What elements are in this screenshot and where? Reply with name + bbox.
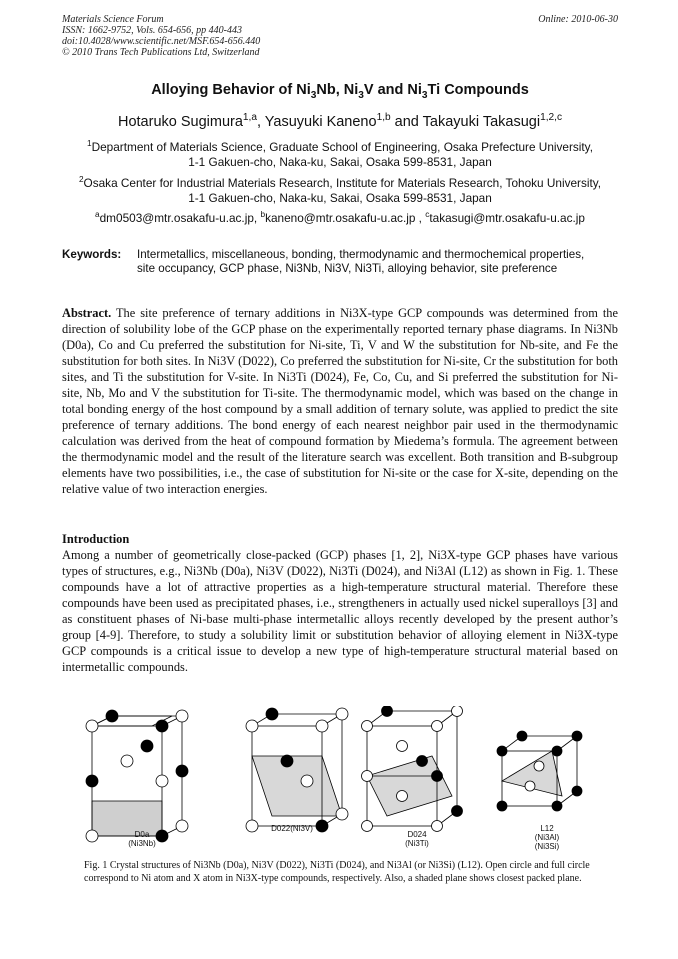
d022-structure <box>252 714 342 826</box>
email-link[interactable]: takasugi@mtr.osakafu-u.ac.jp <box>429 211 585 225</box>
author-emails: $^a$dm0503@mtr.osakafu-u.ac.jp, $^b$kaneno@mtr.osakafu-u.ac.jp , $^c$takasugi@mtr.osakafu-u.ac.jp <box>95 210 585 225</box>
d0a-structure <box>92 716 182 836</box>
doi-line: doi:10.4028/www.scientific.net/MSF.654-656.440 <box>62 36 261 47</box>
author-name: Hotaruko Sugimura <box>117 114 243 130</box>
abstract-text: The site preference of ternary additions in Ni3X-type GCP compounds was determined from the direction of solubility lobe of the GCP phase on the experimentally reported ternary phase diagrams. In Ni3Nb (D0a), Co and Cu preferred the substitution for Ni-site, Ti, V and W the substitution for Nb-site, and Fe the substitution for both sites. In Ni3V (D022), Co preferred the substitution for Ni-site, Cr the substitution for both sites, and Ti the substitution for V-site. In Ni3Ti (D024), Fe, Co, Cu, and Si preferred the substitution for Ni-site, Nb, Mo and V the substitution for Ti-site. The thermodynamic model, which was based on the change in total bonding energy of the host compound by a small addition of ternary solute, was applied to predict the site preference of ternary additions. The bond energy of each nearest neighbor pair used in the thermodynamic calculation was derived from the heat of compound formation by Miedema’s formula. The agreement between the thermodynamic model and the result of the literature search was excellent. Both transition and B-subgroup elements have two possibilities, i.e., the case of substitution for Ni-site or the case for X-site, depending on the relative value of two interaction energies. <box>62 306 618 496</box>
email-link[interactable]: dm0503@mtr.osakafu-u.ac.jp, <box>99 211 258 225</box>
copyright-line: © 2010 Trans Tech Publications Ltd, Switzerland <box>62 47 260 58</box>
online-date: Online: 2010-06-30 <box>538 14 618 25</box>
affiliation-2: $^2$Osaka Center for Industrial Materials Research, Institute for Materials Research, Tohoku University, 1-1 Gakuen-cho, Naka-ku, Sakai, Osaka 599-8531, Japan <box>78 175 602 205</box>
keywords-label: Keywords: <box>62 248 122 261</box>
structure-label-d024: D024 (Ni3Ti) <box>405 830 429 848</box>
section-heading: Introduction <box>62 532 130 546</box>
d024-structure <box>367 711 457 826</box>
keywords-text: Intermetallics, miscellaneous, bonding, thermodynamic and thermochemical properties, site occupancy, GCP phase, Ni3Nb, Ni3V, Ni3Ti, alloying behavior, site preference <box>137 248 585 275</box>
author-list: Hotaruko Sugimura$^{1,a}$, Yasuyuki Kaneno$^{1,b}$ and Takayuki Takasugi$^{1,2,c}$ <box>117 112 563 130</box>
author-name: Yasuyuki Kaneno <box>264 114 377 130</box>
journal-name: Materials Science Forum <box>62 14 164 25</box>
figure-1 <box>62 706 618 856</box>
email-link[interactable]: kaneno@mtr.osakafu-u.ac.jp , <box>265 211 422 225</box>
abstract <box>62 305 618 497</box>
structure-label-d0a: D0a (Ni3Nb) <box>128 830 156 848</box>
introduction-text: Among a number of geometrically close-packed (GCP) phases [1, 2], Ni3X-type GCP phases have various types of structures, e.g., Ni3Nb (D0a), Ni3V (D022), Ni3Ti (D024), and Ni3Al (L12) as shown in Fig. 1. These compounds have a lot of attractive properties as a high-temperature structural material. Therefore these compounds have been used as precipitated phases, i.e., strengtheners in actually used nickel superalloys [3] and as constituent phases of Ni-base multi-phase intermetallic alloys recently developed by the present author’s group [4-9]. Therefore, to study a solubility limit or substitution behavior of alloying element in Ni3X-type GCP compounds is a critical issue to develop a new type of high-temperature structural material based on intermetallic compounds. <box>62 548 618 674</box>
abstract-label: Abstract. <box>62 306 112 320</box>
figure-caption: Fig. 1 Crystal structures of Ni3Nb (D0a), Ni3V (D022), Ni3Ti (D024), and Ni3Al (or Ni3Si) (L12). Open circle and full circle correspond to Ni atom and X atom in Ni3X-type compounds, respectively. Also, a shaded plane shows closest packed plane. <box>84 860 590 884</box>
paper-title: Alloying Behavior of $Ni_3Nb$, $Ni_3V$ and $Ni_3Ti$ Compounds <box>151 82 529 101</box>
issn-line: ISSN: 1662-9752, Vols. 654-656, pp 440-443 <box>62 25 242 36</box>
journal-header <box>62 14 618 58</box>
structure-label-d022: D022(Ni3V) <box>271 824 313 833</box>
author-name: Takayuki Takasugi <box>422 114 541 130</box>
structure-label-l12: L12 (Ni3Al) (Ni3Si) <box>534 824 560 851</box>
affiliation-1: $^1$Department of Materials Science, Graduate School of Engineering, Osaka Prefecture University, 1-1 Gakuen-cho, Naka-ku, Sakai, Osaka 599-8531, Japan <box>87 139 593 169</box>
